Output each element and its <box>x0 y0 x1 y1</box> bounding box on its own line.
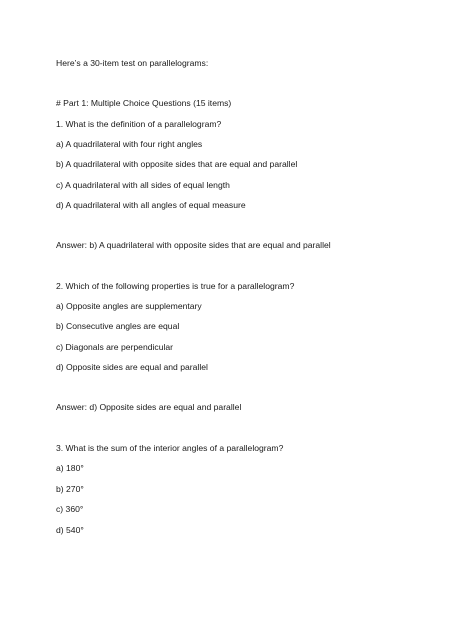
question-1: 1. What is the definition of a parallelogram? <box>56 119 222 129</box>
question-1-option-a: a) A quadrilateral with four right angles <box>56 139 203 149</box>
question-2-option-b: b) Consecutive angles are equal <box>56 321 180 331</box>
question-2-option-d: d) Opposite sides are equal and parallel <box>56 362 208 372</box>
question-3-option-c: c) 360° <box>56 504 84 514</box>
question-1-option-d: d) A quadrilateral with all angles of equal measure <box>56 200 246 210</box>
question-3-option-b: b) 270° <box>56 484 84 494</box>
question-2-answer: Answer: d) Opposite sides are equal and parallel <box>56 402 242 412</box>
question-3-option-a: a) 180° <box>56 463 84 473</box>
intro-text: Here’s a 30-item test on parallelograms: <box>56 58 209 68</box>
question-2: 2. Which of the following properties is true for a parallelogram? <box>56 281 295 291</box>
question-3: 3. What is the sum of the interior angles of a parallelogram? <box>56 443 284 453</box>
question-3-option-d: d) 540° <box>56 525 84 535</box>
question-1-option-b: b) A quadrilateral with opposite sides that are equal and parallel <box>56 159 298 169</box>
question-2-option-a: a) Opposite angles are supplementary <box>56 301 202 311</box>
question-1-option-c: c) A quadrilateral with all sides of equal length <box>56 180 230 190</box>
part-heading: # Part 1: Multiple Choice Questions (15 items) <box>56 98 232 108</box>
question-2-option-c: c) Diagonals are perpendicular <box>56 342 174 352</box>
question-1-answer: Answer: b) A quadrilateral with opposite sides that are equal and parallel <box>56 240 331 250</box>
